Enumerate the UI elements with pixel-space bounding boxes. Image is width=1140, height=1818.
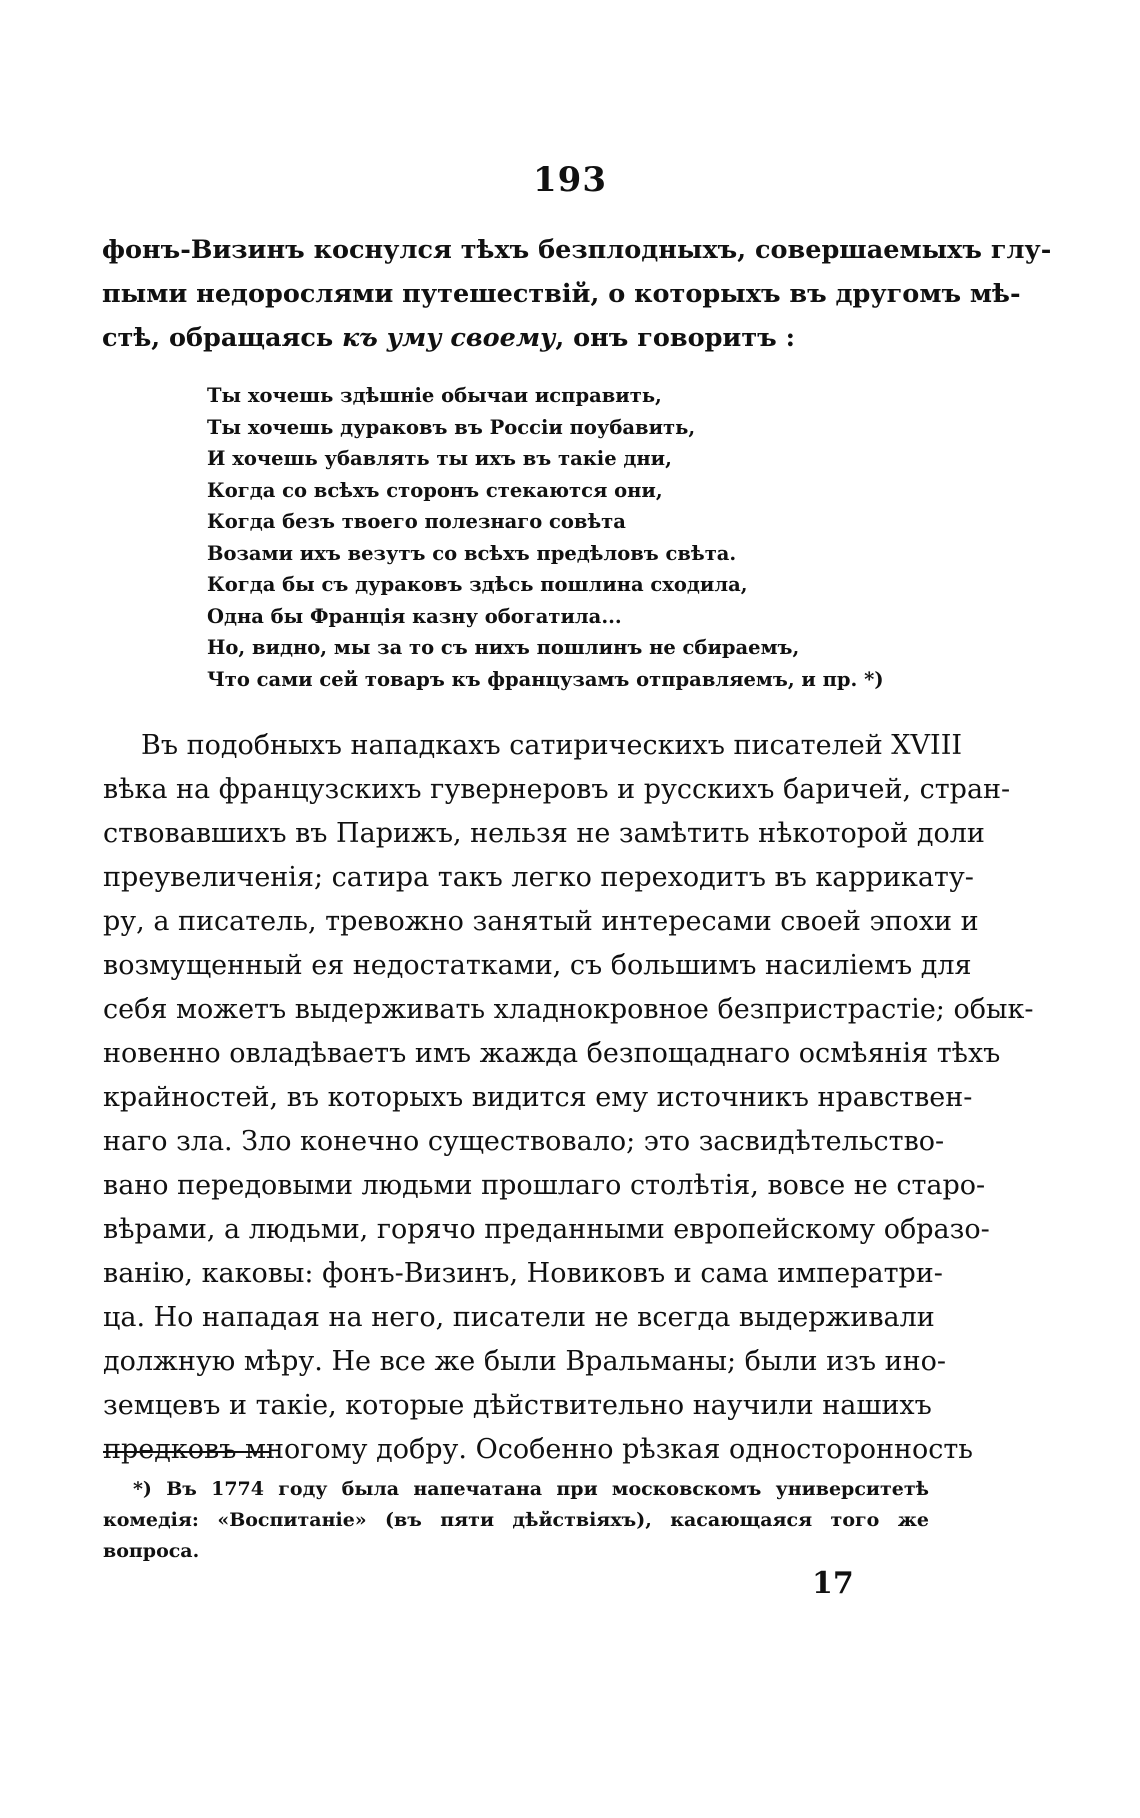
body-line: предковъ многому добру. Особенно рѣзкая односторонность <box>103 1434 974 1465</box>
body-line: новенно овладѣваетъ имъ жажда безпощаднаго осмѣянія тѣхъ <box>103 1038 1001 1069</box>
body-line: вѣрами, а людьми, горячо преданными европейскому образо- <box>103 1214 990 1245</box>
body-line: ца. Но нападая на него, писатели не всегда выдерживали <box>103 1302 935 1333</box>
body-line: земцевъ и такіе, которые дѣйствительно научили нашихъ <box>103 1390 932 1421</box>
verse-line: Ты хочешь здѣшніе обычаи исправить, <box>207 384 662 407</box>
verse-line: Когда бы съ дураковъ здѣсь пошлина сходила, <box>207 573 748 596</box>
page-number: 193 <box>533 160 607 200</box>
verse-quotation <box>207 380 927 695</box>
intro-line <box>102 316 930 360</box>
body-line: ствовавшихъ въ Парижъ, нельзя не замѣтить нѣкоторой доли <box>103 818 985 849</box>
verse-line: Когда безъ твоего полезнаго совѣта <box>207 510 626 533</box>
verse-line: Одна бы Франція казну обогатила... <box>207 604 622 628</box>
body-paragraph <box>103 724 1034 1472</box>
verse-line: Ты хочешь дураковъ въ Россіи поубавить, <box>207 415 696 439</box>
body-line: ванію, каковы: фонъ-Визинъ, Новиковъ и сама императри- <box>103 1258 943 1289</box>
verse-line: И хочешь убавлять ты ихъ въ такіе дни, <box>207 447 672 470</box>
body-line: Въ подобныхъ нападкахъ сатирическихъ писателей XVIII <box>141 730 963 761</box>
intro-line-text: стѣ, обращаясь <box>102 323 343 353</box>
verse-line: Когда со всѣхъ сторонъ стекаются они, <box>207 478 663 502</box>
verse-line: Возами ихъ везутъ со всѣхъ предѣловъ свѣта. <box>207 541 737 565</box>
signature-mark: 17 <box>812 1566 854 1601</box>
verse-line: Что сами сей товаръ къ французамъ отправляемъ, и пр. *) <box>207 667 884 691</box>
body-line: себя можетъ выдерживать хладнокровное безпристрастіе; обык- <box>103 994 1034 1025</box>
footnote <box>103 1474 929 1567</box>
footnote-divider <box>103 1451 271 1453</box>
body-line: преувеличенія; сатира такъ легко переходитъ въ каррикату- <box>103 862 974 893</box>
body-line: наго зла. Зло конечно существовало; это засвидѣтельство- <box>103 1126 945 1157</box>
intro-line-text: , онъ говоритъ : <box>555 323 795 353</box>
footnote-line: комедія: «Воспитаніе» (въ пяти дѣйствіяхъ), касающаяся того же <box>103 1509 929 1531</box>
body-line: должную мѣру. Не все же были Вральманы; были изъ ино- <box>103 1346 946 1377</box>
intro-emphasis: къ уму своему <box>342 323 556 353</box>
body-line: возмущенный ея недостатками, съ большимъ насиліемъ для <box>103 950 972 981</box>
footnote-line: вопроса. <box>103 1540 200 1562</box>
body-line: вѣка на французскихъ гувернеровъ и русскихъ баричей, стран- <box>103 774 1011 805</box>
intro-line: фонъ-Визинъ коснулся тѣхъ безплодныхъ, совершаемыхъ глу- <box>102 235 1052 265</box>
verse-line: Но, видно, мы за то съ нихъ пошлинъ не сбираемъ, <box>207 636 800 659</box>
intro-line: пыми недорослями путешествій, о которыхъ въ другомъ мѣ- <box>102 279 1021 309</box>
body-line: ру, а писатель, тревожно занятый интересами своей эпохи и <box>103 906 979 937</box>
body-line: вано передовыми людьми прошлаго столѣтія, вовсе не старо- <box>103 1170 986 1201</box>
intro-paragraph <box>102 228 1052 360</box>
footnote-line: *) Въ 1774 году была напечатана при московскомъ университетѣ <box>133 1478 929 1500</box>
body-line: крайностей, въ которыхъ видится ему источникъ нравствен- <box>103 1082 973 1113</box>
